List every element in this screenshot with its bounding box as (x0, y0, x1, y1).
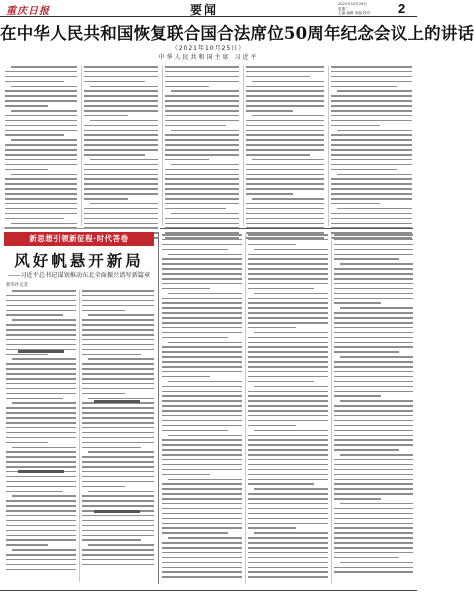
speech-dateline: （2021年10月25日） (171, 45, 246, 52)
edition-weekday: 星期二 (338, 6, 349, 11)
speech-column-1 (5, 66, 77, 242)
section-divider (4, 228, 156, 229)
column-divider (162, 66, 163, 226)
section-name: 要闻 (190, 3, 219, 17)
speech-column-2 (84, 66, 158, 242)
feature-banner: 新思想引领新征程·时代答卷 (4, 232, 154, 246)
page-number: 2 (398, 1, 406, 16)
feature-subhead (18, 470, 64, 473)
column-divider (79, 290, 80, 582)
speech-column-3 (165, 66, 239, 242)
feature-subhead (94, 510, 140, 513)
speech-author: 中华人民共和国主席 习近平 (158, 54, 259, 61)
feature-headline: 风好帆悬开新局 (14, 251, 144, 270)
edition-editors: 主编 编辑 美编 校对 (338, 11, 371, 16)
section-divider (160, 228, 413, 229)
newspaper-logo: 重庆日报 (6, 6, 50, 17)
speech-column-6 (162, 234, 242, 581)
feature-subheadline: ——习近平总书记谋划推动东北全面振兴谱写新篇章 (7, 272, 151, 279)
column-divider (331, 234, 332, 584)
masthead (0, 0, 417, 17)
page-footer (0, 590, 417, 600)
speech-column-5 (331, 66, 412, 242)
feature-column-1 (6, 290, 76, 574)
column-divider (245, 234, 246, 584)
speech-column-4 (246, 66, 324, 242)
speech-column-8 (334, 234, 413, 576)
column-divider (328, 66, 329, 226)
section-divider (158, 232, 159, 584)
column-divider (243, 66, 244, 226)
feature-column-2 (82, 290, 154, 569)
speech-column-7 (248, 234, 328, 581)
feature-subhead (18, 350, 64, 353)
edition-meta (338, 2, 370, 16)
page-title: 在中华人民共和国恢复联合国合法席位50周年纪念会议上的讲话 (0, 24, 474, 43)
edition-date: 2021年10月26日 (338, 2, 368, 6)
feature-subhead (94, 400, 140, 403)
column-divider (81, 66, 82, 226)
feature-byline: 新华社记者 (6, 283, 28, 288)
